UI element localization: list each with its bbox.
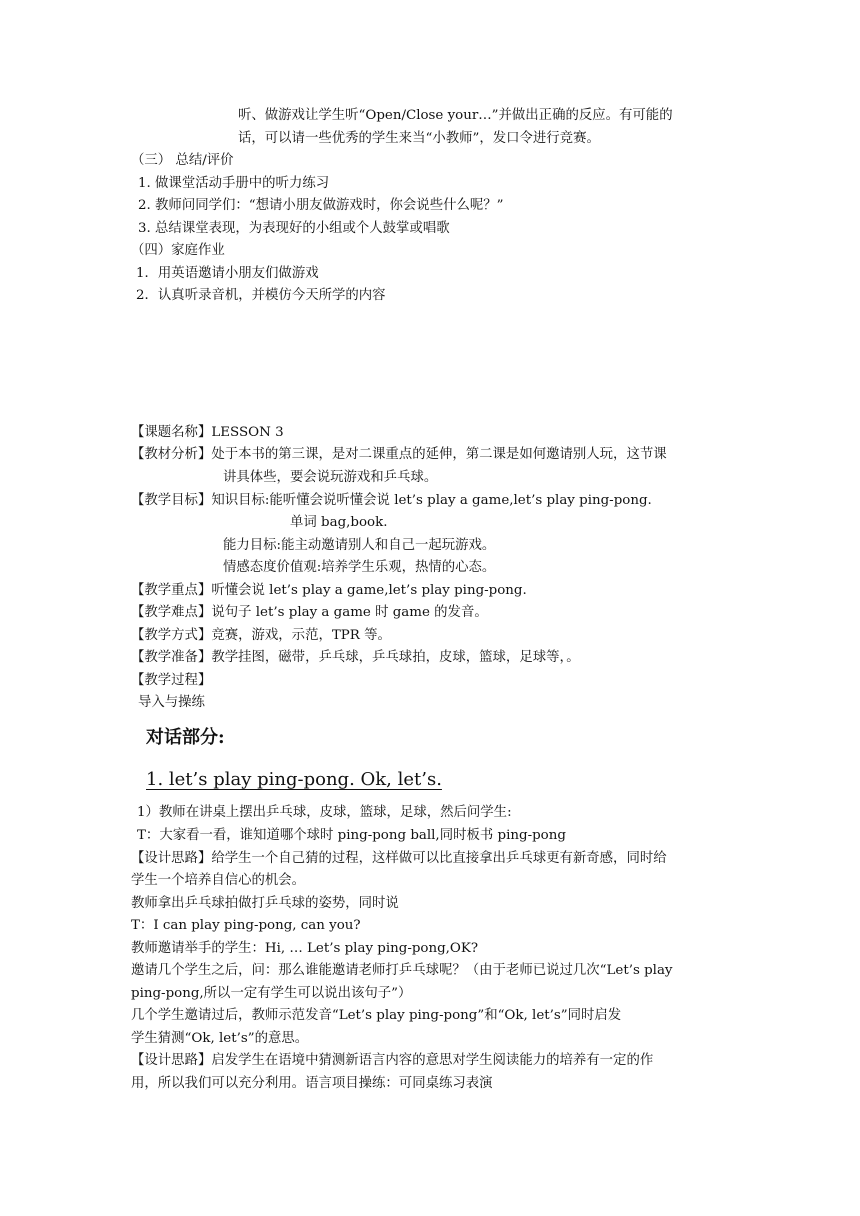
preparation-tag: 【教学准备】 bbox=[131, 650, 212, 665]
analysis-text-cont: 讲具体些，要会说玩游戏和乒乓球。 bbox=[223, 470, 438, 485]
intro-text: 导入与操练 bbox=[138, 695, 205, 710]
paragraph-line: 教师邀请举手的学生：Hi, … Let’s play ping-pong,OK? bbox=[131, 941, 479, 956]
design-text: 启发学生在语境中猜测新语言内容的意思对学生阅读能力的培养有一定的作 bbox=[211, 1053, 654, 1068]
key-point-tag: 【教学重点】 bbox=[131, 583, 212, 598]
section-heading-summary: （三） 总结/评价 bbox=[131, 153, 234, 168]
paragraph-line: T：I can play ping-pong, can you? bbox=[131, 918, 361, 933]
design-row bbox=[131, 850, 667, 868]
section-heading-homework: （四）家庭作业 bbox=[131, 243, 225, 258]
method-tag: 【教学方式】 bbox=[131, 628, 212, 643]
paragraph-line: T：大家看一看，谁知道哪个球时 ping-pong ball,同时板书 ping-pong bbox=[137, 828, 566, 843]
design-text-cont: 用，所以我们可以充分利用。语言项目操练：可同桌练习表演 bbox=[131, 1076, 493, 1091]
paragraph-line: ping-pong,所以一定有学生可以说出该句子”） bbox=[131, 986, 412, 1001]
dialogue-item-title: 1. let’s play ping-pong. Ok, let’s. bbox=[146, 769, 442, 790]
process-tag: 【教学过程】 bbox=[131, 673, 212, 688]
lesson-title-tag: 【课题名称】 bbox=[131, 425, 212, 440]
list-item: 3. 总结课堂表现，为表现好的小组或个人鼓掌或唱歌 bbox=[138, 221, 450, 236]
design-tag: 【设计思路】 bbox=[131, 1053, 212, 1068]
paragraph-line: 1）教师在讲桌上摆出乒乓球，皮球，篮球，足球，然后问学生: bbox=[137, 805, 512, 820]
lesson-title-value: LESSON 3 bbox=[211, 425, 284, 440]
preparation-row bbox=[131, 649, 580, 667]
analysis-text: 处于本书的第三课，是对二课重点的延伸，第二课是如何邀请别人玩，这节课 bbox=[211, 447, 667, 462]
paragraph-line: 话，可以请一些优秀的学生来当“小教师”，发口令进行竞赛。 bbox=[238, 131, 600, 146]
goal-emotion: 情感态度价值观:培养学生乐观，热情的心态。 bbox=[223, 560, 496, 575]
design-row bbox=[131, 1052, 653, 1070]
design-text-cont: 学生一个培养自信心的机会。 bbox=[131, 873, 306, 888]
preparation-text: 教学挂图，磁带，乒乓球，乒乓球拍，皮球，篮球，足球等，。 bbox=[211, 650, 580, 665]
list-item: 1. 做课堂活动手册中的听力练习 bbox=[138, 176, 330, 191]
goal-words: 单词 bag,book. bbox=[290, 515, 388, 530]
goals-tag: 【教学目标】 bbox=[131, 493, 212, 508]
list-item: 2. 教师问同学们：“想请小朋友做游戏时，你会说些什么呢？” bbox=[138, 198, 504, 213]
analysis-tag: 【教材分析】 bbox=[131, 447, 212, 462]
method-row bbox=[131, 627, 391, 645]
difficulty-row bbox=[131, 604, 488, 622]
analysis-row bbox=[131, 446, 667, 464]
difficulty-tag: 【教学难点】 bbox=[131, 605, 212, 620]
key-point-row bbox=[131, 582, 527, 600]
lesson-title-row bbox=[131, 424, 284, 442]
key-point-text: 听懂会说 let’s play a game,let’s play ping-pong. bbox=[211, 583, 527, 598]
paragraph-line: 邀请几个学生之后，问：那么谁能邀请老师打乒乓球呢？（由于老师已说过几次“Let’s play bbox=[131, 963, 673, 978]
goal-ability: 能力目标:能主动邀请别人和自己一起玩游戏。 bbox=[223, 538, 496, 553]
list-item: 2．认真听录音机，并模仿今天所学的内容 bbox=[136, 288, 386, 303]
paragraph-line: 几个学生邀请过后，教师示范发音“Let’s play ping-pong”和“Ok, let’s”同时启发 bbox=[131, 1008, 622, 1023]
paragraph-line: 教师拿出乒乓球拍做打乒乓球的姿势，同时说 bbox=[131, 896, 399, 911]
paragraph-line: 学生猜测“Ok, let’s”的意思。 bbox=[131, 1031, 309, 1046]
difficulty-text: 说句子 let’s play a game 时 game 的发音。 bbox=[211, 605, 488, 620]
design-text: 给学生一个自己猜的过程，这样做可以比直接拿出乒乓球更有新奇感，同时给 bbox=[211, 851, 667, 866]
list-item: 1．用英语邀请小朋友们做游戏 bbox=[136, 266, 319, 281]
goals-row bbox=[131, 492, 652, 510]
design-tag: 【设计思路】 bbox=[131, 851, 212, 866]
dialogue-heading: 对话部分: bbox=[146, 727, 225, 748]
goal-knowledge: 知识目标:能听懂会说听懂会说 let’s play a game,let’s play ping-pong. bbox=[211, 493, 652, 508]
paragraph-line: 听、做游戏让学生听“Open/Close your…”并做出正确的反应。有可能的 bbox=[238, 108, 673, 123]
method-text: 竞赛，游戏，示范，TPR 等。 bbox=[211, 628, 391, 643]
